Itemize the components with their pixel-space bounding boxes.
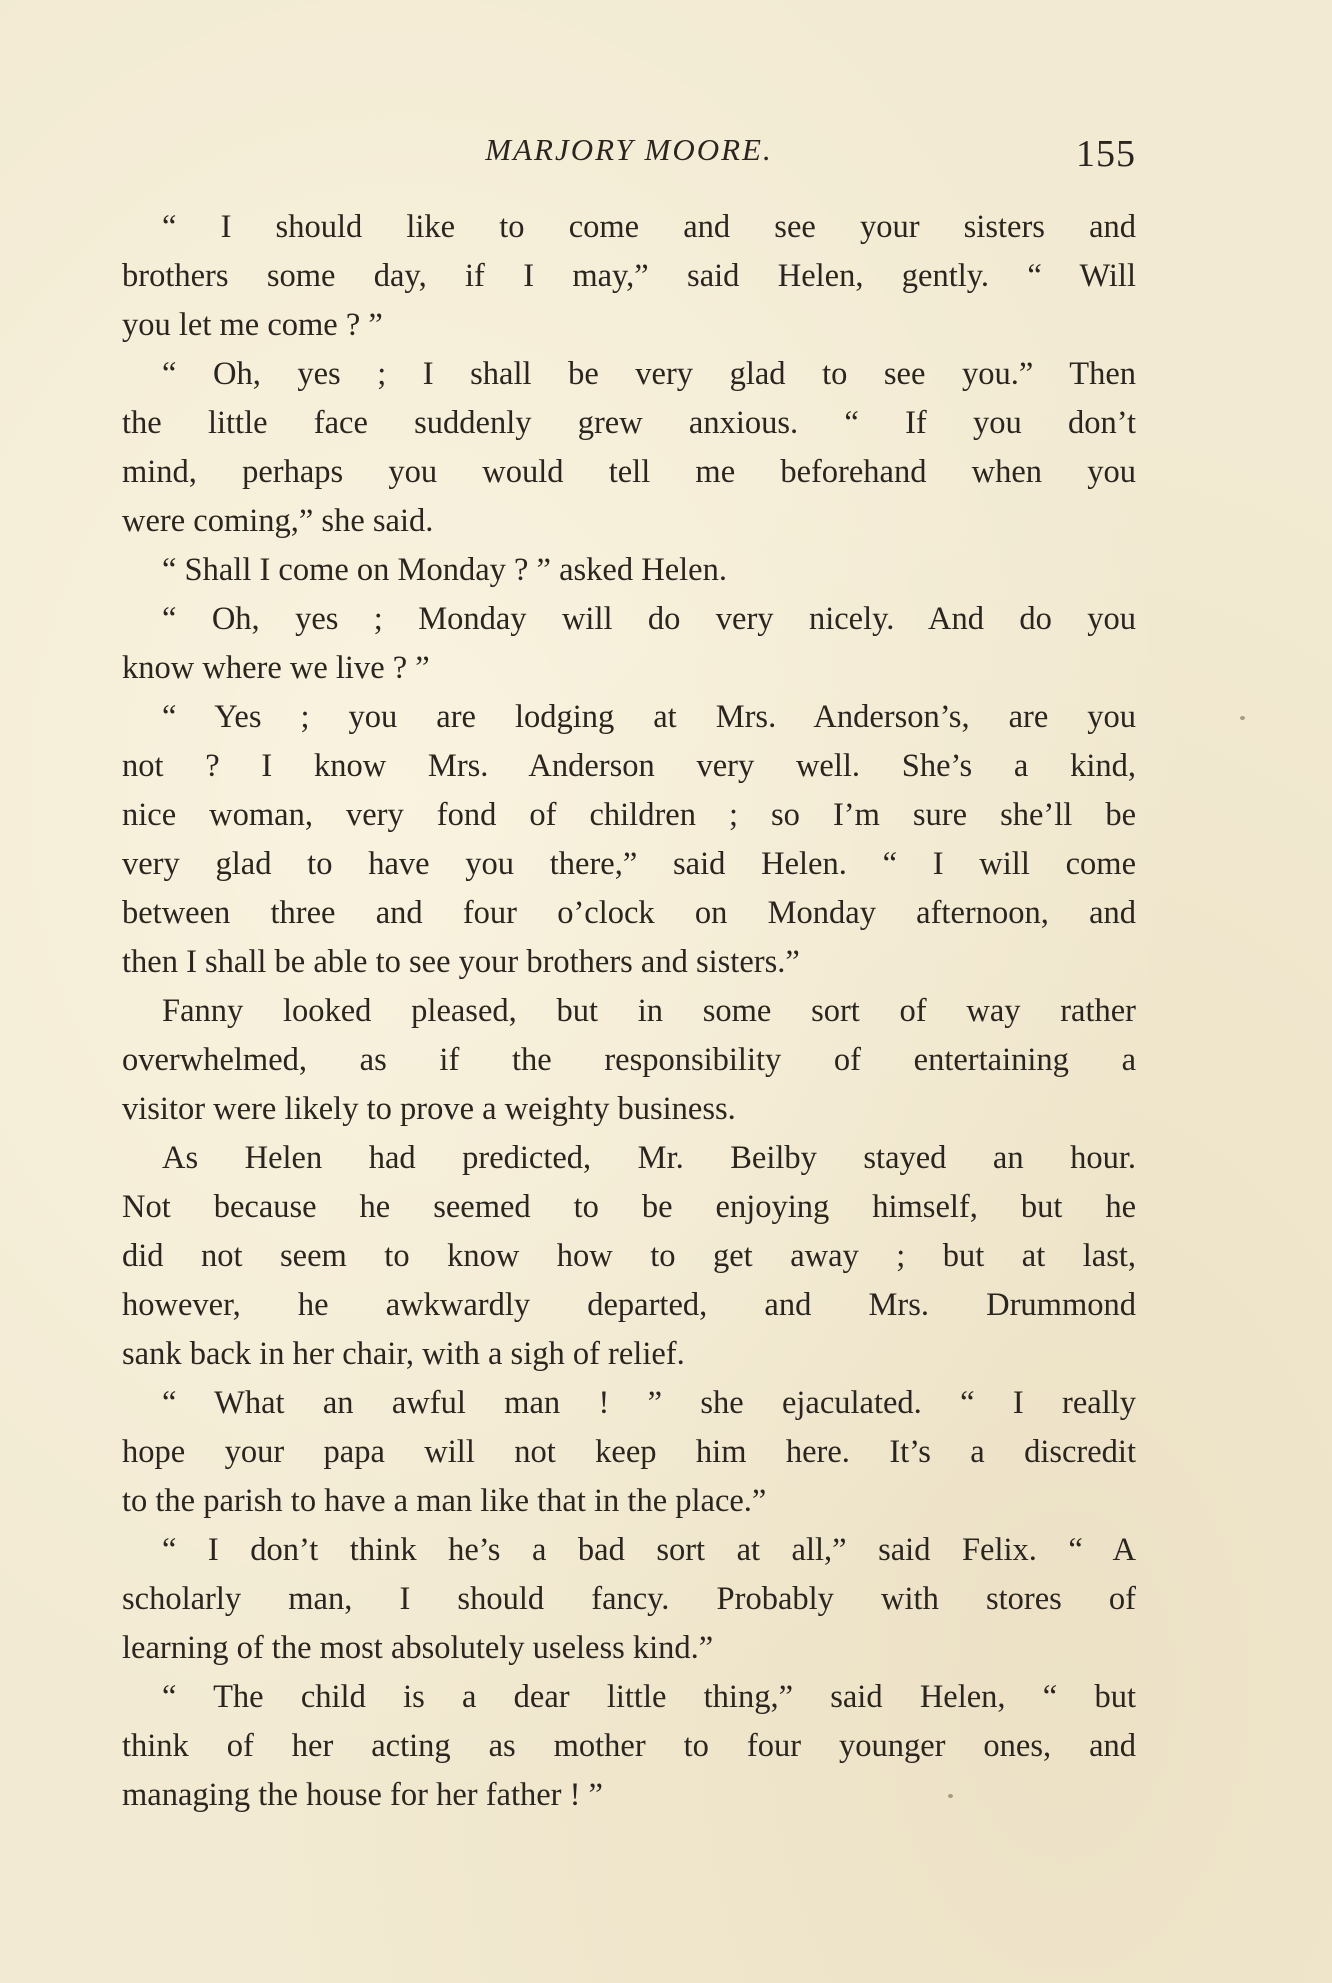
- text-line: learning of the most absolutely useless kind.”: [122, 1630, 714, 1666]
- text-line: scholarly man, I should fancy. Probably with stores of: [122, 1581, 1136, 1617]
- text-line: the little face suddenly grew anxious. “ If you don’t: [122, 405, 1136, 441]
- text-line: managing the house for her father ! ”: [122, 1777, 603, 1813]
- text-line: did not seem to know how to get away ; but at last,: [122, 1238, 1136, 1274]
- text-line: Not because he seemed to be enjoying himself, but he: [122, 1189, 1136, 1225]
- text-line: think of her acting as mother to four younger ones, and: [122, 1728, 1136, 1764]
- text-line: know where we live ? ”: [122, 650, 430, 686]
- paper-speck: [948, 1794, 953, 1798]
- page-number: 155: [1076, 133, 1136, 175]
- text-line: sank back in her chair, with a sigh of relief.: [122, 1336, 685, 1372]
- text-line: “ Shall I come on Monday ? ” asked Helen.: [162, 552, 727, 588]
- text-line: “ Oh, yes ; Monday will do very nicely. And do you: [162, 601, 1136, 637]
- text-line: overwhelmed, as if the responsibility of entertaining a: [122, 1042, 1136, 1078]
- text-line: “ I don’t think he’s a bad sort at all,” said Felix. “ A: [162, 1532, 1136, 1568]
- body-text: [122, 203, 1136, 1820]
- text-line: to the parish to have a man like that in the place.”: [122, 1483, 767, 1519]
- text-line: hope your papa will not keep him here. It’s a discredit: [122, 1434, 1136, 1470]
- text-line: brothers some day, if I may,” said Helen, gently. “ Will: [122, 258, 1136, 294]
- text-line: “ The child is a dear little thing,” said Helen, “ but: [162, 1679, 1136, 1715]
- text-line: not ? I know Mrs. Anderson very well. She’s a kind,: [122, 748, 1136, 784]
- text-line: As Helen had predicted, Mr. Beilby stayed an hour.: [162, 1140, 1136, 1176]
- text-line: between three and four o’clock on Monday afternoon, and: [122, 895, 1136, 931]
- page-header: [122, 128, 1136, 178]
- text-line: “ I should like to come and see your sisters and: [162, 209, 1136, 245]
- paper-speck: [1240, 716, 1245, 720]
- running-title: MARJORY MOORE.: [485, 132, 773, 167]
- text-line: however, he awkwardly departed, and Mrs. Drummond: [122, 1287, 1136, 1323]
- text-line: “ Yes ; you are lodging at Mrs. Anderson’s, are you: [162, 699, 1136, 735]
- text-line: visitor were likely to prove a weighty business.: [122, 1091, 736, 1127]
- text-line: then I shall be able to see your brothers and sisters.”: [122, 944, 800, 980]
- text-line: nice woman, very fond of children ; so I’m sure she’ll be: [122, 797, 1136, 833]
- text-line: “ Oh, yes ; I shall be very glad to see you.” Then: [162, 356, 1136, 392]
- text-line: “ What an awful man ! ” she ejaculated. “ I really: [162, 1385, 1136, 1421]
- text-line: mind, perhaps you would tell me beforehand when you: [122, 454, 1136, 490]
- text-line: were coming,” she said.: [122, 503, 434, 539]
- text-line: very glad to have you there,” said Helen. “ I will come: [122, 846, 1136, 882]
- text-line: you let me come ? ”: [122, 307, 383, 343]
- text-line: Fanny looked pleased, but in some sort of way rather: [162, 993, 1136, 1029]
